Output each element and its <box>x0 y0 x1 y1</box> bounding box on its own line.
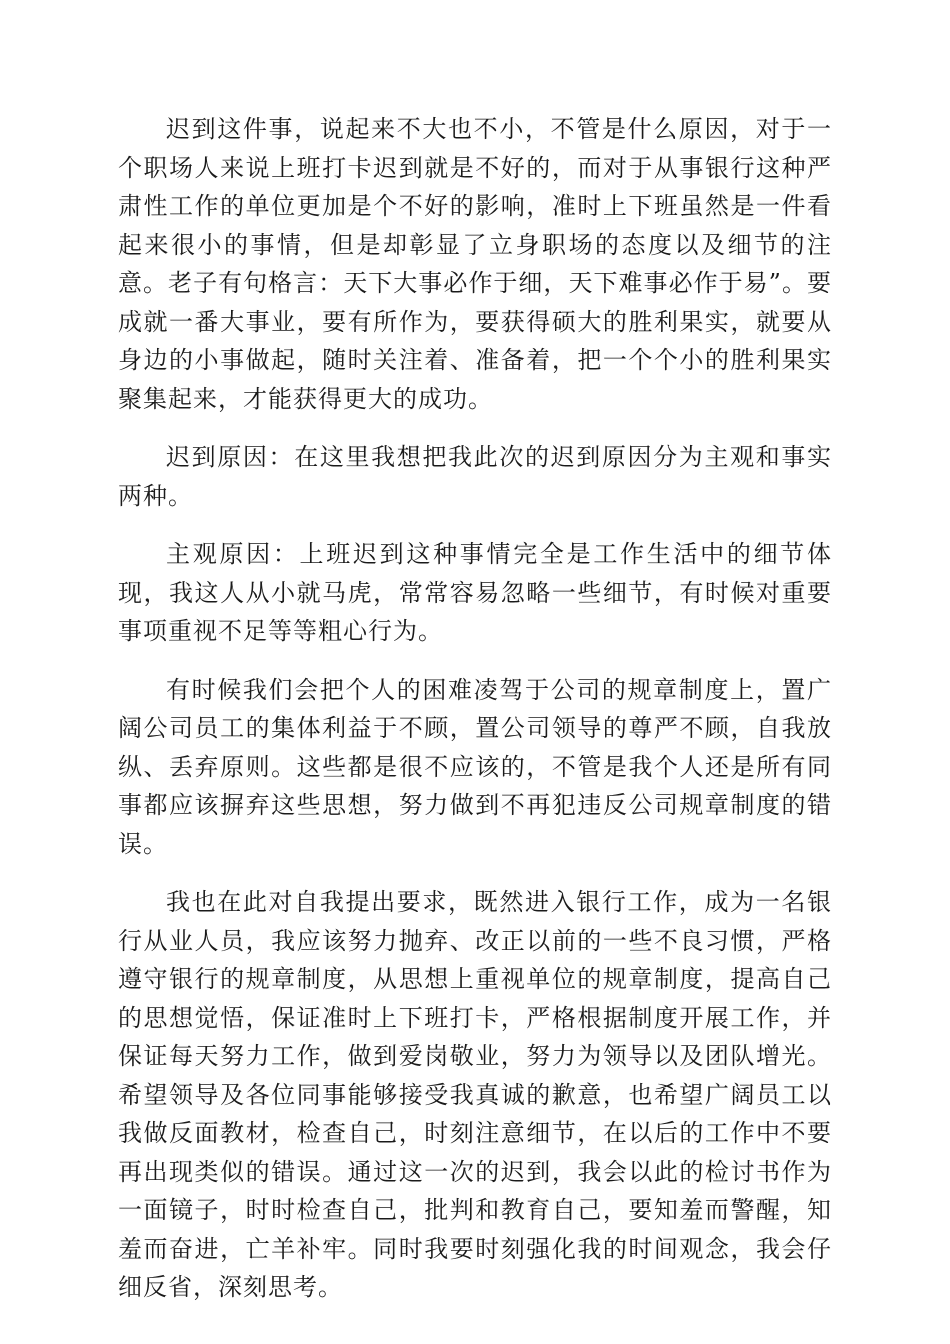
paragraph-intro: 迟到这件事，说起来不大也不小，不管是什么原因，对于一个职场人来说上班打卡迟到就是不好的，而对于从事银行这种严肃性工作的单位更加是个不好的影响，准时上下班虽然是一件看起来很小的事情，但是却彰显了立身职场的态度以及细节的注意。老子有句格言：天下大事必作于细，天下难事必作于易”。要成就一番大事业，要有所作为，要获得硕大的胜利果实，就要从身边的小事做起，随时关注着、准备着，把一个个小的胜利果实聚集起来，才能获得更大的成功。 <box>118 115 832 413</box>
paragraph-reflection: 有时候我们会把个人的困难凌驾于公司的规章制度上，置广阔公司员工的集体利益于不顾，置公司领导的尊严不顾，自我放纵、丢弃原则。这些都是很不应该的，不管是我个人还是所有同事都应该摒弃这些思想，努力做到不再犯违反公司规章制度的错误。 <box>118 675 832 858</box>
paragraph-commitment: 我也在此对自我提出要求，既然进入银行工作，成为一名银行从业人员，我应该努力抛弃、改正以前的一些不良习惯，严格遵守银行的规章制度，从思想上重视单位的规章制度，提高自己的思想觉悟，保证准时上下班打卡，严格根据制度开展工作，并保证每天努力工作，做到爱岗敬业，努力为领导以及团队增光。希望领导及各位同事能够接受我真诚的歉意，也希望广阔员工以我做反面教材，检查自己，时刻注意细节，在以后的工作中不要再出现类似的错误。通过这一次的迟到，我会以此的检讨书作为一面镜子，时时检查自己，批判和教育自己，要知羞而警醒，知羞而奋进，亡羊补牢。同时我要时刻强化我的时间观念，我会仔细反省，深刻思考。 <box>118 888 832 1301</box>
paragraph-subjective-reason: 主观原因：上班迟到这种事情完全是工作生活中的细节体现，我这人从小就马虎，常常容易忽略一些细节，有时候对重要事项重视不足等等粗心行为。 <box>118 540 832 645</box>
paragraph-late-reason: 迟到原因：在这里我想把我此次的迟到原因分为主观和事实两种。 <box>118 443 832 510</box>
